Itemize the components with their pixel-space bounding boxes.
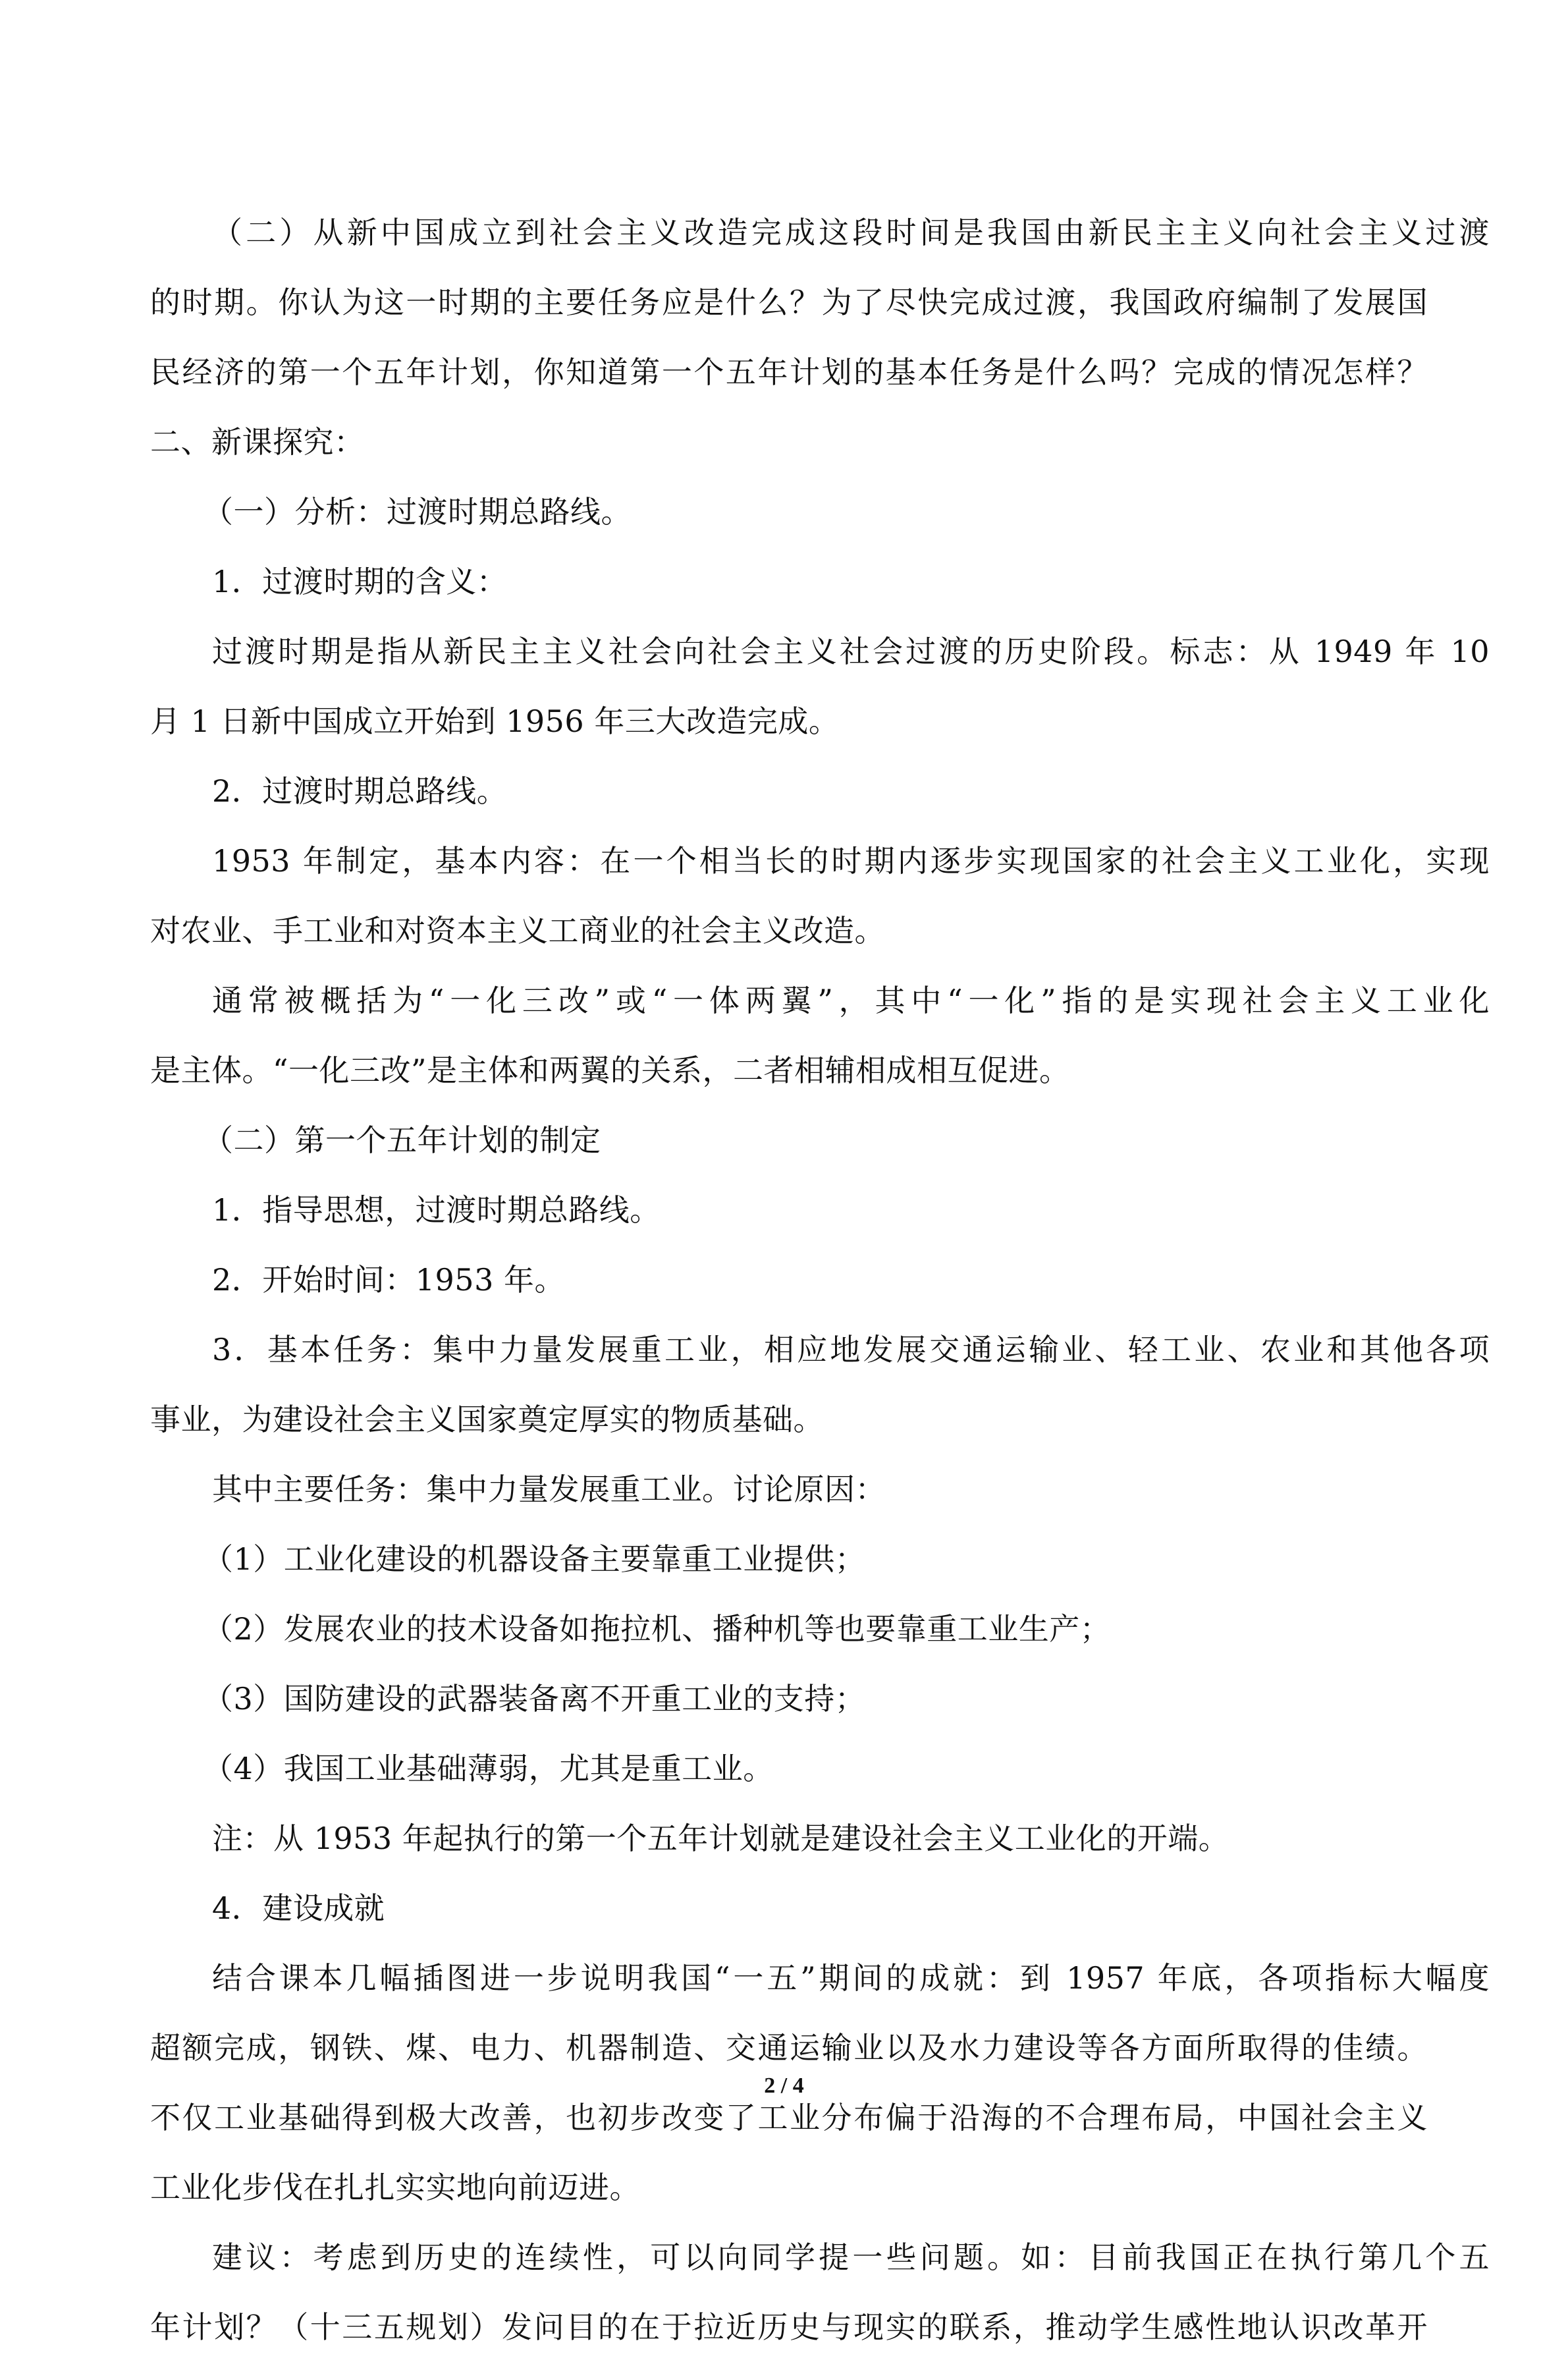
list-item: 2．开始时间：1953 年。 [212,1262,565,1298]
item-heading: 2．过渡时期总路线。 [212,773,508,809]
paragraph-line: 通常被概括为“一化三改”或“一体两翼”，其中“一化”指的是实现社会主义工业化 [212,983,1490,1018]
list-item: 3．基本任务：集中力量发展重工业，相应地发展交通运输业、轻工业、农业和其他各项 [212,1332,1490,1367]
subsection-heading: （二）第一个五年计划的制定 [203,1122,601,1158]
paragraph-line: 其中主要任务：集中力量发展重工业。讨论原因： [212,1471,886,1507]
list-item: （3）国防建设的武器装备离不开重工业的支持； [203,1681,866,1717]
list-item: （4）我国工业基础薄弱，尤其是重工业。 [203,1751,774,1786]
paragraph-line: 年计划？（十三五规划）发问目的在于拉近历史与现实的联系，推动学生感性地认识改革开 [150,2309,1428,2345]
page-number: 2 / 4 [764,2074,804,2098]
paragraph-line: 建议：考虑到历史的连续性，可以向同学提一些问题。如：目前我国正在执行第几个五 [212,2239,1490,2275]
paragraph-line: 月 1 日新中国成立开始到 1956 年三大改造完成。 [150,703,840,739]
paragraph-line: 事业，为建设社会主义国家奠定厚实的物质基础。 [150,1402,824,1437]
paragraph-line: 1953 年制定，基本内容：在一个相当长的时期内逐步实现国家的社会主义工业化，实现 [212,843,1490,879]
paragraph-line: 结合课本几幅插图进一步说明我国“一五”期间的成就：到 1957 年底，各项指标大幅度 [212,1960,1490,1996]
paragraph-line: 民经济的第一个五年计划，你知道第一个五年计划的基本任务是什么吗？完成的情况怎样？ [150,354,1428,390]
list-item: （1）工业化建设的机器设备主要靠重工业提供； [203,1541,866,1577]
paragraph-line: 超额完成，钢铁、煤、电力、机器制造、交通运输业以及水力建设等各方面所取得的佳绩。 [150,2030,1428,2066]
document-body [150,198,1490,2362]
list-item: 1．指导思想，过渡时期总路线。 [212,1192,661,1228]
paragraph-line: （二）从新中国成立到社会主义改造完成这段时间是我国由新民主主义向社会主义过渡 [212,215,1490,250]
list-item: （2）发展农业的技术设备如拖拉机、播种机等也要靠重工业生产； [203,1611,1111,1647]
section-heading: 二、新课探究： [150,424,365,460]
paragraph-line: 的时期。你认为这一时期的主要任务应是什么？为了尽快完成过渡，我国政府编制了发展国 [150,285,1428,320]
paragraph-line: 工业化步伐在扎扎实实地向前迈进。 [150,2170,640,2205]
item-heading: 1．过渡时期的含义： [212,564,508,599]
note-line: 注：从 1953 年起执行的第一个五年计划就是建设社会主义工业化的开端。 [212,1821,1230,1856]
paragraph-line: 过渡时期是指从新民主主义社会向社会主义社会过渡的历史阶段。标志：从 1949 年 10 [212,634,1490,669]
subsection-heading: （一）分析：过渡时期总路线。 [203,494,632,530]
paragraph-line: 对农业、手工业和对资本主义工商业的社会主义改造。 [150,913,885,948]
paragraph-line: 不仅工业基础得到极大改善，也初步改变了工业分布偏于沿海的不合理布局，中国社会主义 [150,2100,1428,2135]
paragraph-line: 是主体。“一化三改”是主体和两翼的关系，二者相辅相成相互促进。 [150,1053,1070,1088]
item-heading: 4．建设成就 [212,1890,385,1926]
